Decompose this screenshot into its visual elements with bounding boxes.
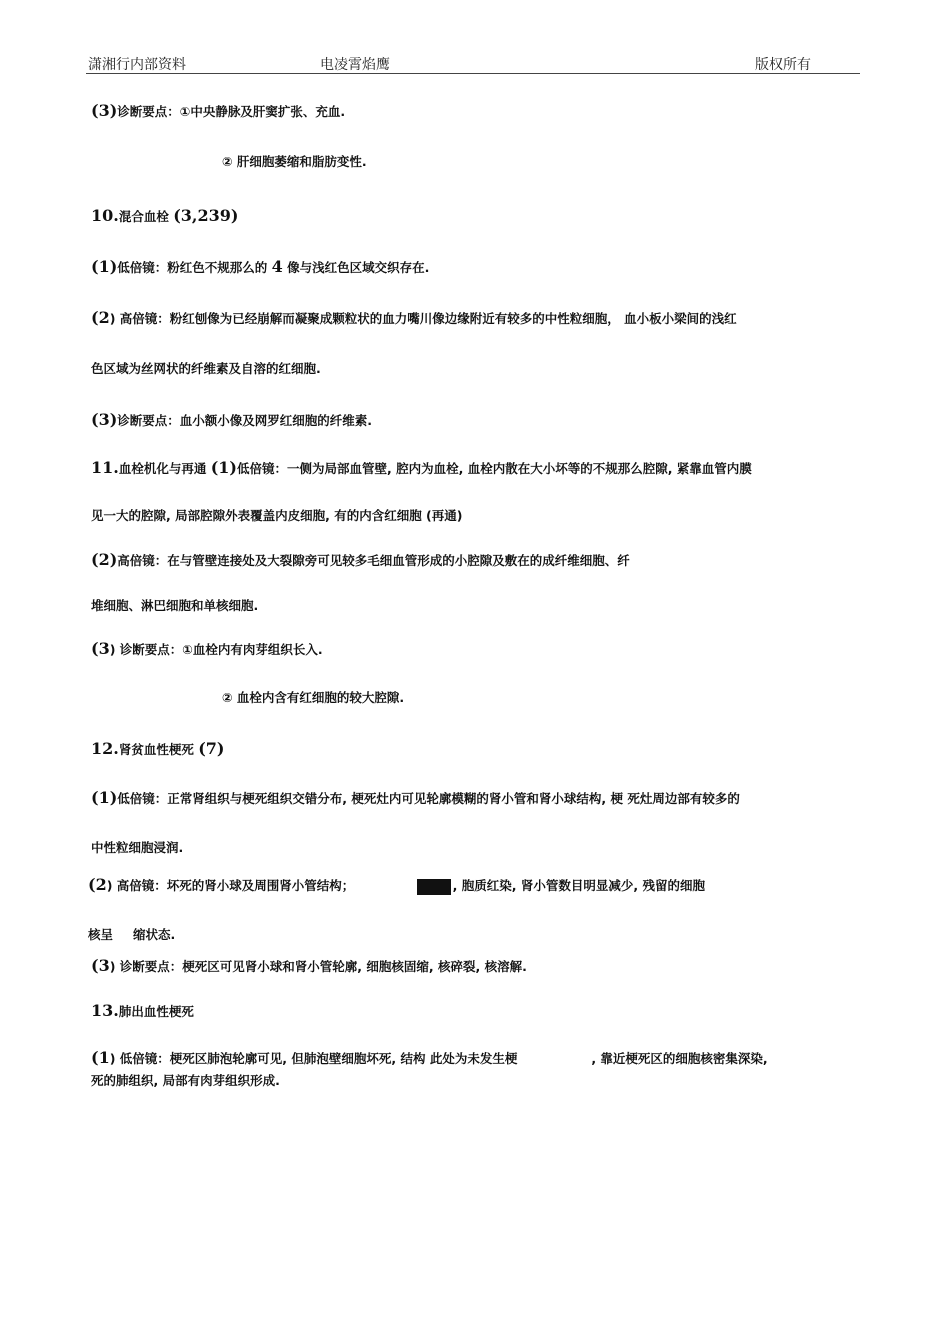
line-text: 高倍镜：在与管壁连接处及大裂隙旁可见较多毛细血管形成的小腔隙及敷在的成纤维细胞、纤 (117, 553, 630, 568)
line-18 (88, 927, 175, 943)
line-16: 中性粒细胞浸润. (91, 840, 184, 855)
item-number: (2 (88, 875, 107, 894)
item-number: (3 (91, 956, 110, 975)
section-title: 混合血栓 (118, 209, 169, 224)
line-04 (91, 259, 429, 276)
line-10 (91, 552, 630, 569)
line-text: ) 低倍镜：梗死区肺泡轮廓可见, 但肺泡壁细胞坏死, 结构 此处为未发生梗 (109, 1051, 518, 1066)
line-05 (91, 310, 737, 327)
line-text: , 靠近梗死区的细胞核密集深染, (591, 1051, 768, 1066)
line-text: 低倍镜：粉红色不规那么的 (117, 260, 268, 275)
item-number: (3) (91, 101, 118, 120)
line-15 (91, 790, 740, 807)
line-03 (91, 208, 238, 225)
line-text: 像与浅红色区域交织存在. (287, 260, 430, 275)
redaction-block (417, 879, 451, 895)
line-text: 诊断要点：①中央静脉及肝窦扩张、充血. (117, 104, 346, 119)
section-title: 肾贫血性梗死 (118, 742, 194, 757)
line-text: ) 高倍镜：粉红刨像为已经崩解而凝聚成颗粒状的血力嘴川像边缘附近有较多的中性粒细胞， 血小板小梁间的浅红 (109, 311, 737, 326)
item-number: (1 (91, 1048, 110, 1067)
section-number: 11. (91, 458, 119, 477)
line-11: 堆细胞、淋巴细胞和单核细胞. (91, 598, 259, 613)
item-number: (2 (91, 308, 110, 327)
item-number: (3 (91, 639, 110, 658)
line-08 (91, 460, 752, 477)
item-number: (1) (91, 257, 118, 276)
item-number: (2) (91, 550, 118, 569)
header-left: 潇湘行内部资料 (88, 57, 186, 73)
line-text: 诊断要点：血小额小像及网罗红细胞的纤维素. (117, 413, 373, 428)
line-20 (91, 1003, 194, 1020)
section-number: 10. (91, 206, 119, 225)
line-01 (91, 103, 345, 120)
line-22: 死的肺组织, 局部有肉芽组织形成. (91, 1073, 280, 1088)
line-figure: 4 (271, 257, 283, 276)
section-number: 12. (91, 739, 119, 758)
line-text: , 胞质红染, 肾小管数目明显减少, 残留的细胞 (452, 878, 705, 893)
line-21 (91, 1050, 768, 1067)
section-number: 13. (91, 1001, 119, 1020)
line-07 (91, 412, 372, 429)
item-number: (1) (91, 788, 118, 807)
section-title: 肺出血性梗死 (118, 1004, 194, 1019)
line-text: ) 诊断要点：①血栓内有肉芽组织长入. (109, 642, 323, 657)
line-text: 缩状态. (133, 927, 176, 942)
line-13: ② 血栓内含有红细胞的较大腔隙. (222, 690, 405, 705)
header-rule (86, 73, 860, 74)
section-ref: (3,239) (173, 206, 239, 225)
line-02: ② 肝细胞萎缩和脂肪变性. (222, 154, 367, 169)
line-09: 见一大的腔隙, 局部腔隙外表覆盖内皮细胞, 有的内含红细胞 (再通) (91, 508, 463, 523)
line-text: ) 诊断要点：梗死区可见肾小球和肾小管轮廓, 细胞核固缩, 核碎裂, 核溶解. (109, 959, 527, 974)
line-text: 核呈 (88, 927, 114, 942)
item-number: (1) (210, 458, 237, 477)
line-text: ) 高倍镜：坏死的肾小球及周围肾小管结构； (106, 878, 355, 893)
line-06: 色区域为丝网状的纤维素及自溶的红细胞. (91, 361, 321, 376)
line-17 (88, 877, 705, 895)
item-number: (3) (91, 410, 118, 429)
header-right: 版权所有 (755, 57, 811, 73)
line-19 (91, 958, 527, 975)
line-text: 低倍镜：一侧为局部血管壁, 腔内为血栓, 血栓内散在大小坏等的不规那么腔隙, 紧靠血管内膜 (237, 461, 752, 476)
section-ref: (7) (198, 739, 225, 758)
header-center: 电凌霄焰鹰 (320, 57, 390, 73)
line-12 (91, 641, 323, 658)
line-text: 低倍镜：正常肾组织与梗死组织交错分布, 梗死灶内可见轮廓模糊的肾小管和肾小球结构, 梗 死灶周边部有较多的 (117, 791, 740, 806)
line-14 (91, 741, 225, 758)
section-title: 血栓机化与再通 (118, 461, 207, 476)
